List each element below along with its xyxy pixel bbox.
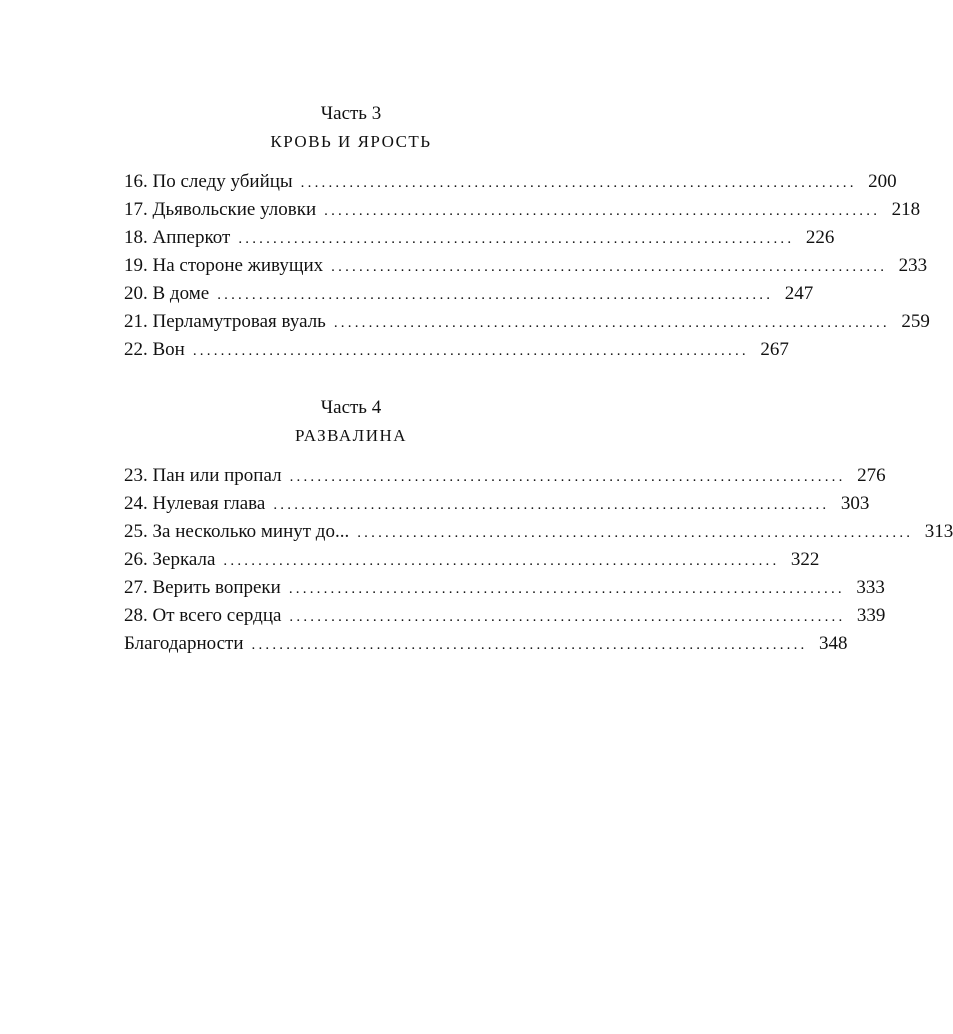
leader-dots: ................................................................................ (289, 609, 846, 625)
part-label: Часть 3 (320, 103, 382, 124)
toc-entry[interactable] (124, 546, 820, 574)
entry-page-number: 339 (856, 605, 886, 626)
toc-entry[interactable] (124, 168, 897, 196)
entry-page-number: 200 (868, 171, 897, 192)
entry-page-number: 333 (856, 577, 885, 598)
toc-entry[interactable] (124, 308, 930, 336)
leader-dots: ................................................................................ (238, 231, 795, 247)
entry-title: 23. Пан или пропал (124, 465, 282, 486)
entry-title: 24. Нулевая глава (124, 493, 266, 514)
entry-page-number: 303 (840, 493, 870, 514)
entry-title: 19. На стороне живущих (124, 255, 324, 276)
part-3-toc (124, 168, 930, 364)
part-label: Часть 4 (320, 397, 382, 418)
toc-entry[interactable] (124, 574, 885, 602)
leader-dots: ................................................................................ (300, 175, 857, 191)
part-title: РАЗВАЛИНА (294, 426, 408, 445)
toc-entry[interactable] (124, 224, 835, 252)
entry-title: 25. За несколько минут до... (124, 521, 350, 542)
entry-page-number: 313 (924, 521, 953, 542)
leader-dots: ................................................................................ (289, 469, 846, 485)
leader-dots: ................................................................................ (273, 497, 830, 513)
entry-title: 27. Верить вопреки (124, 577, 281, 598)
entry-page-number: 218 (891, 199, 921, 220)
toc-entry[interactable] (124, 280, 814, 308)
entry-title: 26. Зеркала (124, 549, 216, 570)
leader-dots: ................................................................................ (223, 553, 780, 569)
entry-page-number: 247 (784, 283, 814, 304)
entry-title: 18. Апперкот (124, 227, 231, 248)
leader-dots: ................................................................................ (288, 581, 845, 597)
toc-entry[interactable] (124, 630, 848, 658)
entry-title: 17. Дьявольские уловки (124, 199, 317, 220)
part-4-toc (124, 462, 953, 658)
entry-page-number: 226 (805, 227, 835, 248)
toc-entry[interactable] (124, 336, 789, 364)
entry-title: 21. Перламутровая вуаль (124, 311, 326, 332)
leader-dots: ................................................................................ (251, 637, 808, 653)
entry-title: 28. От всего сердца (124, 605, 282, 626)
leader-dots: ................................................................................ (331, 259, 888, 275)
toc-entry[interactable] (124, 252, 928, 280)
entry-title: 22. Вон (124, 339, 185, 360)
entry-title: Благодарности (124, 633, 244, 654)
entry-page-number: 259 (901, 311, 930, 332)
toc-entry[interactable] (124, 462, 886, 490)
leader-dots: ................................................................................ (324, 203, 881, 219)
entry-page-number: 322 (790, 549, 820, 570)
entry-page-number: 276 (857, 465, 886, 486)
leader-dots: ................................................................................ (192, 343, 749, 359)
toc-entry[interactable] (124, 490, 870, 518)
entry-title: 20. В доме (124, 283, 210, 304)
part-3-header (124, 100, 578, 156)
toc-entry[interactable] (124, 196, 921, 224)
leader-dots: ................................................................................ (217, 287, 774, 303)
leader-dots: ................................................................................ (333, 315, 890, 331)
part-title: КРОВЬ И ЯРОСТЬ (270, 132, 432, 151)
entry-page-number: 267 (760, 339, 789, 360)
part-4-header (124, 394, 578, 450)
leader-dots: ................................................................................ (357, 525, 914, 541)
entry-page-number: 233 (898, 255, 928, 276)
entry-title: 16. По следу убийцы (124, 171, 293, 192)
entry-page-number: 348 (819, 633, 848, 654)
toc-entry[interactable] (124, 602, 886, 630)
toc-entry[interactable] (124, 518, 953, 546)
